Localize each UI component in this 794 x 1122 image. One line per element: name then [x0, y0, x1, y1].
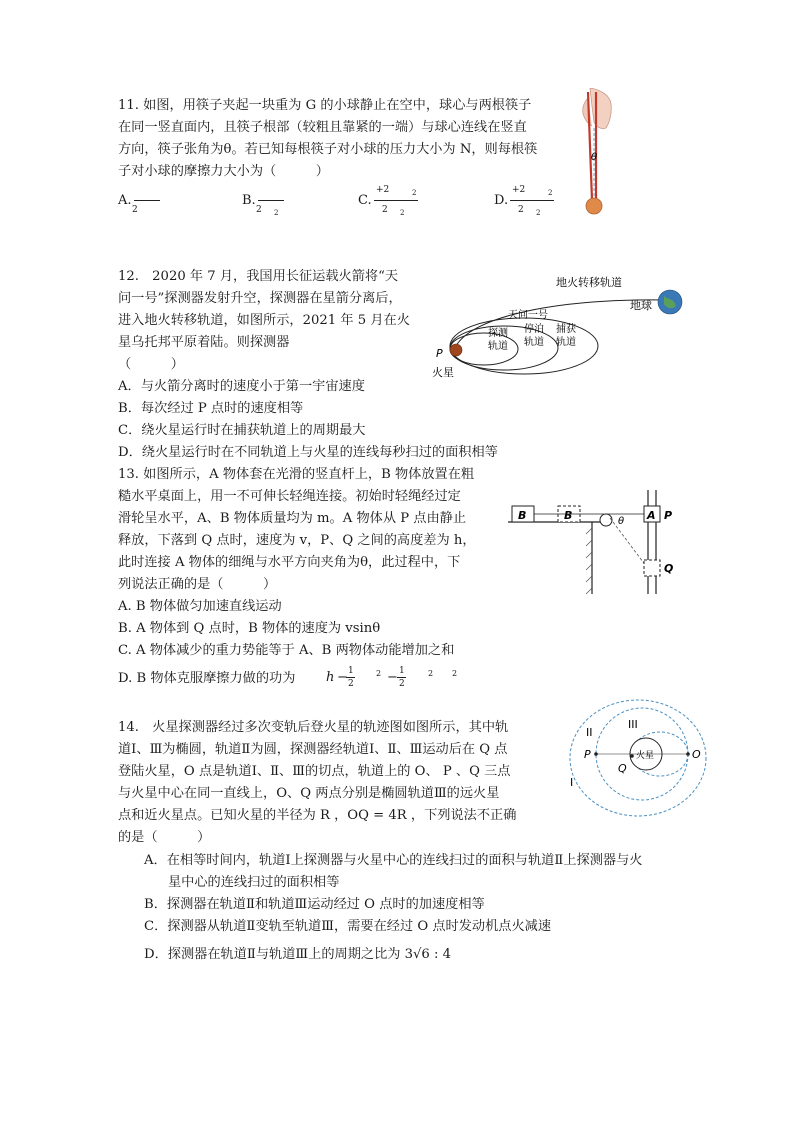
q12-park-orbit-label-2: 轨道	[524, 337, 544, 348]
question-11-line-1: 11. 如图，用筷子夹起一块重为 G 的小球静止在空中，球心与两根筷子	[118, 98, 532, 113]
q11-option-c	[358, 185, 418, 217]
question-14-options	[144, 850, 642, 966]
question-11-line-4: 子对小球的摩擦力大小为（ ）	[118, 164, 329, 179]
question-13	[118, 464, 476, 662]
q14-orbit-figure	[556, 696, 710, 836]
question-12-option-d: D．绕火星运行时在不同轨道上与火星的连线每秒扫过的面积相等	[118, 445, 498, 460]
question-13-line-4: 释放，下落到 Q 点时，速度为 v，P、Q 之间的高度差为 h，	[118, 533, 476, 548]
question-12-option-b: B．每次经过 P 点时的速度相等	[118, 401, 304, 416]
q12-mars	[450, 344, 462, 356]
q11-chopsticks-figure	[566, 88, 616, 223]
question-12-line-1: 12. 2020 年 7 月，我国用长征运载火箭将“天	[118, 269, 399, 284]
q13-formula-half-1-den: 2	[348, 679, 354, 689]
q14-orbit-1-label: I	[570, 776, 574, 789]
q11-option-a-label: A.	[118, 193, 132, 208]
q11-option-c-num: +2	[376, 185, 390, 195]
question-14-option-d: D．探测器在轨道Ⅱ与轨道Ⅲ上的周期之比为 3√6 : 4	[144, 947, 452, 962]
q11-option-d-num: +2	[512, 185, 526, 195]
question-13-option-c: C. A 物体减少的重力势能等于 A、B 两物体动能增加之和	[118, 643, 455, 658]
q14-point-q	[630, 754, 634, 758]
q13-option-d-text: D. B 物体克服摩擦力做的功为	[118, 671, 296, 686]
question-13-option-b: B. A 物体到 Q 点时，B 物体的速度为 vsinθ	[118, 621, 381, 636]
q11-option-d-den2: 2	[536, 209, 541, 217]
q14-point-q-label: Q	[618, 762, 627, 775]
q13-pulley-figure	[506, 488, 686, 596]
q13-formula-sq-3: 2	[452, 669, 458, 678]
question-13-line-1: 13. 如图所示，A 物体套在光滑的竖直杆上，B 物体放置在粗	[118, 467, 475, 482]
q11-option-d-den1: 2	[518, 205, 524, 215]
question-13-option-a: A. B 物体做匀加速直线运动	[118, 599, 282, 614]
q11-option-b-label: B.	[242, 193, 256, 208]
q14-orbit-2-label: II	[586, 726, 593, 739]
q11-option-c-den1: 2	[382, 205, 388, 215]
q13-theta-label: θ	[618, 516, 625, 527]
question-14	[118, 717, 516, 849]
question-13-line-3: 滑轮呈水平，A、B 物体质量均为 m。A 物体从 P 点由静止	[118, 511, 467, 526]
question-11-line-3: 方向，筷子张角为θ。若已知每根筷子对小球的压力大小为 N，则每根筷	[118, 142, 538, 157]
q12-capture-orbit-label-1: 捕获	[556, 324, 576, 335]
q13-block-a-final	[644, 560, 660, 576]
q11-option-a-fraction-bar	[134, 200, 160, 201]
q11-option-c-label: C.	[358, 193, 372, 208]
question-13-line-6: 列说法正确的是（ ）	[118, 577, 277, 592]
q13-pulley	[600, 514, 612, 526]
q11-option-d-label: D.	[494, 193, 509, 208]
q12-tianwen-label: 天问一号	[508, 310, 548, 321]
q13-formula-h: h	[326, 670, 335, 685]
q14-point-p	[594, 752, 598, 756]
q11-ball	[586, 198, 602, 214]
q11-option-b	[242, 193, 284, 217]
q14-point-o-label: O	[692, 748, 701, 761]
q11-option-c-num2: 2	[412, 189, 417, 197]
q13-block-b-final-label: B	[564, 509, 573, 522]
q13-point-q-label: Q	[664, 562, 674, 575]
q12-transfer-orbit-label: 地火转移轨道	[556, 276, 622, 289]
question-12-option-a: A．与火箭分离时的速度小于第一宇宙速度	[118, 379, 365, 394]
q11-option-d-num2: 2	[548, 189, 553, 197]
question-13-option-d	[118, 668, 295, 690]
q11-option-c-den2: 2	[400, 209, 405, 217]
q13-formula-half-2-bar	[397, 677, 406, 678]
question-14-line-3: 登陆火星，O 点是轨道Ⅰ、Ⅱ、Ⅲ的切点，轨道上的 O、 P 、Q 三点	[118, 764, 511, 779]
q12-orbit-figure	[428, 270, 688, 382]
q13-block-a-label: A	[647, 509, 656, 522]
question-12-line-3: 进入地火转移轨道，如图所示，2021 年 5 月在火	[118, 313, 410, 328]
q13-formula-minus-2: −	[387, 670, 398, 685]
q14-orbit-3-label: III	[628, 718, 638, 731]
q11-option-a	[118, 193, 160, 215]
question-14-option-c: C．探测器从轨道Ⅱ变轨至轨道Ⅲ，需要在经过 O 点时发动机点火减速	[144, 919, 552, 934]
q13-formula-half-2-den: 2	[399, 679, 405, 689]
q12-mars-label: 火星	[432, 366, 454, 379]
q12-probe-orbit-label-2: 轨道	[488, 341, 508, 352]
question-14-line-2: 道Ⅰ、Ⅲ为椭圆，轨道Ⅱ为圆，探测器经轨道Ⅰ、Ⅱ、Ⅲ运动后在 Q 点	[118, 742, 508, 757]
q13-formula-half-2-num: 1	[399, 666, 405, 676]
q11-chopstick-left	[588, 92, 592, 200]
q13-formula-sq-1: 2	[376, 669, 382, 678]
q13-formula-half-1-bar	[346, 677, 355, 678]
question-12-line-2: 问一号”探测器发射升空，探测器在星箭分离后，	[118, 291, 402, 306]
q13-formula-sq-2: 2	[428, 669, 434, 678]
question-12-line-5: （ ）	[118, 357, 184, 372]
q13-rope-final	[610, 518, 646, 566]
question-14-line-1: 14. 火星探测器经过多次变轨后登火星的轨迹图如图所示，其中轨	[118, 720, 509, 735]
q14-mars-label: 火星	[636, 751, 655, 761]
q13-block-b-label: B	[518, 509, 527, 522]
q12-probe-orbit-label-1: 探测	[488, 328, 508, 339]
question-12-line-4: 星乌托邦平原着陆。则探测器	[118, 335, 290, 350]
q13-formula-half-1-num: 1	[348, 666, 354, 676]
question-14-line-4: 与火星中心在同一直线上，O、Q 两点分别是椭圆轨道Ⅲ的远火星	[118, 786, 500, 801]
q11-option-c-fraction-bar	[374, 200, 418, 201]
question-11-line-2: 在同一竖直面内，且筷子根部（较粗且靠紧的一端）与球心连线在竖直	[118, 120, 527, 135]
q12-park-orbit-label-1: 停泊	[524, 324, 544, 335]
q13-formula-minus-1: −	[337, 670, 348, 685]
question-14-line-5: 点和近火星点。已知火星的半径为 R ，OQ = 4R ，下列说法不正确	[118, 808, 517, 823]
q12-earth-label: 地球	[630, 299, 652, 312]
question-14-option-a-cont: 星中心的连线扫过的面积相等	[168, 875, 340, 890]
q11-theta-label: θ	[591, 152, 598, 163]
q11-option-b-fraction-bar	[258, 200, 284, 201]
q14-point-p-label: P	[584, 748, 591, 761]
q11-option-b-den1: 2	[256, 205, 262, 215]
question-13-line-2: 糙水平桌面上，用一不可伸长轻绳连接。初始时轻绳经过定	[118, 489, 461, 504]
question-11	[118, 95, 537, 183]
q11-option-b-den2: 2	[274, 209, 279, 217]
q11-option-d-fraction-bar	[510, 200, 554, 201]
q11-option-a-den: 2	[132, 205, 138, 215]
question-13-line-5: 此时连接 A 物体的细绳与水平方向夹角为θ，此过程中，下	[118, 555, 461, 570]
q14-point-o	[686, 752, 690, 756]
question-14-option-a: A．在相等时间内，轨道Ⅰ上探测器与火星中心的连线扫过的面积与轨道Ⅱ上探测器与火	[144, 853, 643, 868]
q11-option-d	[494, 185, 554, 217]
q12-capture-orbit-label-2: 轨道	[556, 337, 576, 348]
question-12-option-c: C．绕火星运行时在捕获轨道上的周期最大	[118, 423, 366, 438]
question-14-line-6: 的是（ ）	[118, 830, 211, 845]
question-14-option-b: B．探测器在轨道Ⅱ和轨道Ⅲ运动经过 O 点时的加速度相等	[144, 897, 485, 912]
q13-point-p-label: P	[664, 509, 673, 522]
q12-point-p-label: P	[436, 347, 443, 360]
